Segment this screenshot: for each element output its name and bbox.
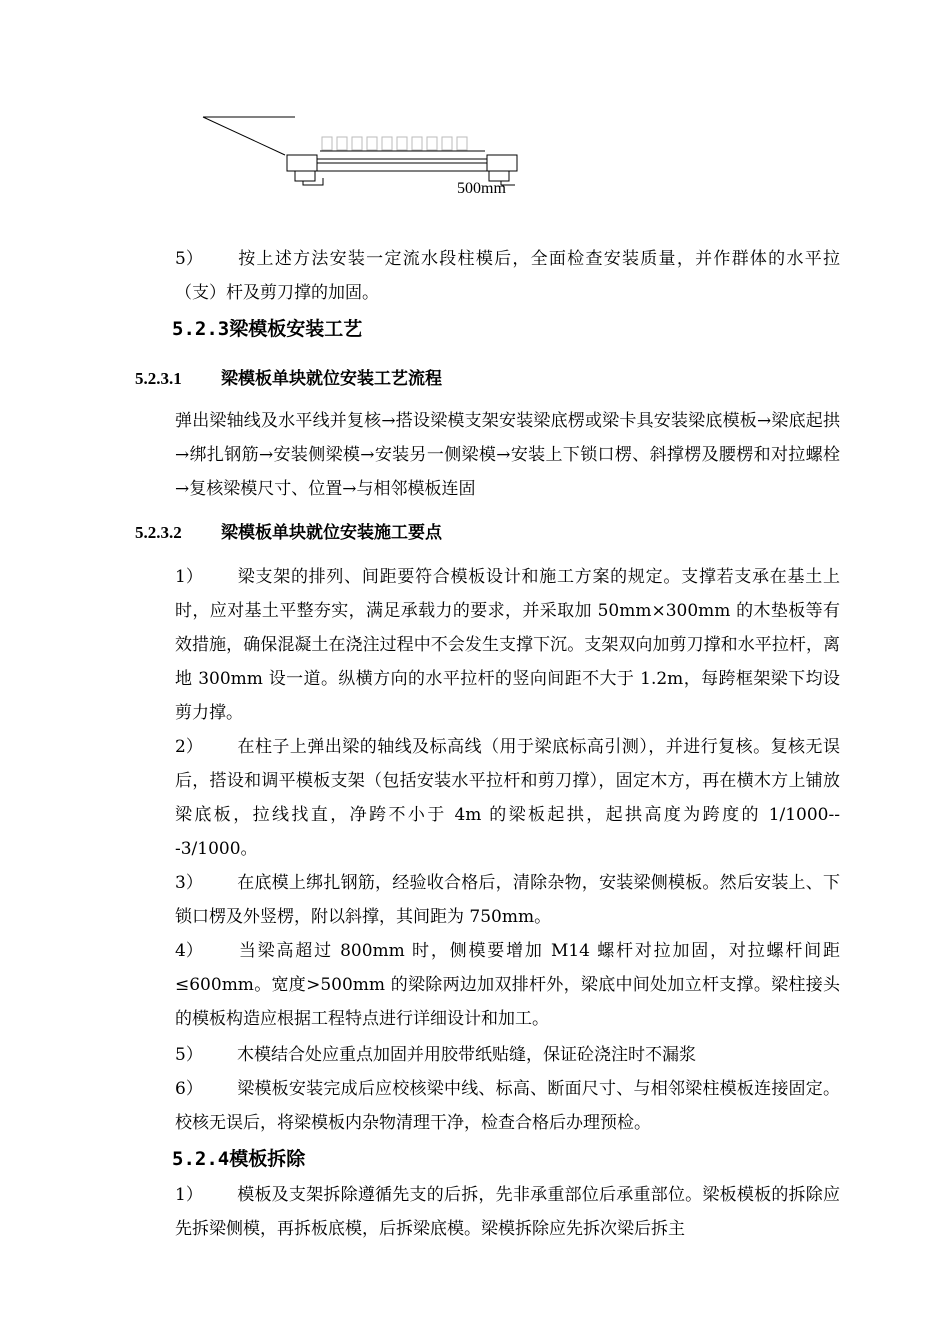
heading-number: 5.2.3.2: [135, 523, 182, 542]
subsection-heading-5-2-3-1: [135, 364, 442, 389]
item-text: 在柱子上弹出梁的轴线及标高线（用于梁底标高引测），并进行复核。复核无误后，搭设和调平模板支架（包括安装水平拉杆和剪刀撑），固定木方，再在横木方上铺放梁底板，拉线找直，净跨不小于 4m 的梁板起拱，起拱高度为跨度的 1/1000---3/1000。: [175, 737, 840, 859]
item-number: 6）: [175, 1079, 203, 1099]
list-item: [175, 1038, 840, 1072]
item-text: 按上述方法安装一定流水段柱模后，全面检查安装质量，并作群体的水平拉（支）杆及剪刀撑的加固。: [175, 249, 840, 303]
item-text: 当梁高超过 800mm 时，侧模要增加 M14 螺杆对拉加固，对拉螺杆间距≤600mm。宽度>500mm 的梁除两边加双排杆外，梁底中间处加立杆支撑。梁柱接头的模板构造应根据工程特点进行详细设计和加工。: [175, 941, 840, 1029]
item-text: 模板及支架拆除遵循先支的后拆，先非承重部位后承重部位。梁板模板的拆除应先拆梁侧模，再拆板底模，后拆梁底模。梁模拆除应先拆次梁后拆主: [175, 1185, 840, 1239]
item-number: 1）: [175, 567, 203, 587]
list-item: [175, 866, 840, 934]
item-text: 梁模板安装完成后应校核梁中线、标高、断面尺寸、与相邻梁柱模板连接固定。校核无误后，将梁模板内杂物清理干净，检查合格后办理预检。: [175, 1079, 840, 1133]
section-heading-5-2-3: 5.2.3梁模板安装工艺: [172, 318, 363, 340]
section-heading-5-2-4: 5.2.4模板拆除: [172, 1148, 306, 1170]
paragraph-demolition: [175, 1178, 840, 1246]
item-text: 梁支架的排列、间距要符合模板设计和施工方案的规定。支撑若支承在基土上时，应对基土平整夯实，满足承载力的要求，并采取加 50mm×300mm 的木垫板等有效措施，确保混凝土在浇注过程中不会发生支撑下沉。支架双向加剪刀撑和水平拉杆，离地 300mm 设一道。纵横方向的水平拉杆的竖向间距不大于 1.2m，每跨框架梁下均设剪力撑。: [175, 567, 840, 723]
item-text: 在底模上绑扎钢筋，经验收合格后，清除杂物，安装梁侧模板。然后安装上、下锁口楞及外竖楞，附以斜撑，其间距为 750mm。: [175, 873, 840, 927]
item-number: 1）: [175, 1185, 203, 1205]
process-flow-paragraph: 弹出梁轴线及水平线并复核→搭设梁模支架安装梁底楞或梁卡具安装梁底模板→梁底起拱→绑扎钢筋→安装侧梁模→安装另一侧梁模→安装上下锁口楞、斜撑楞及腰楞和对拉螺栓 →复核梁模尺寸、位置→与相邻模板连固: [175, 411, 840, 499]
list-item: [175, 560, 840, 730]
item-number: 4）: [175, 941, 203, 961]
item-number: 2）: [175, 737, 203, 757]
dimension-label: 500mm: [457, 180, 506, 197]
list-item: [175, 934, 840, 1036]
item-text: 木模结合处应重点加固并用胶带纸贴缝，保证砼浇注时不漏浆: [237, 1045, 696, 1065]
heading-number: 5.2.3.1: [135, 369, 182, 388]
list-item: [175, 1072, 840, 1140]
heading-title: 梁模板单块就位安装工艺流程: [221, 369, 442, 389]
heading-title: 梁模板单块就位安装施工要点: [221, 523, 442, 543]
item-number: 5）: [175, 249, 203, 269]
list-item: [175, 730, 840, 866]
subsection-heading-5-2-3-2: [135, 518, 442, 543]
paragraph-item-5: [175, 242, 840, 310]
item-number: 3）: [175, 873, 203, 893]
item-number: 5）: [175, 1045, 203, 1065]
